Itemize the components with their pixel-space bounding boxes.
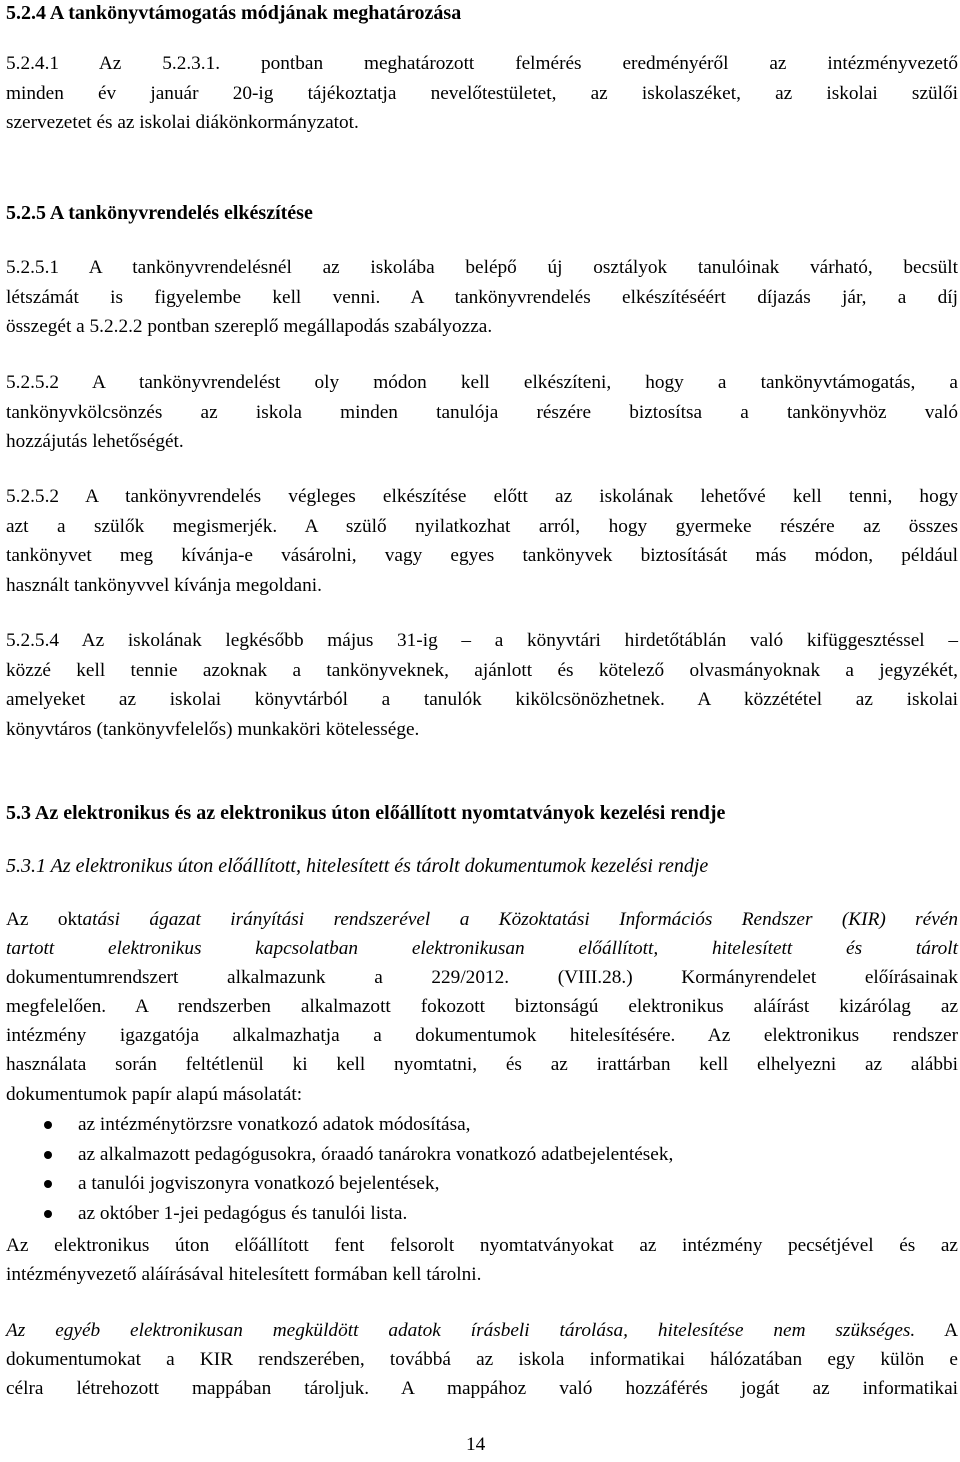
text-line: használata során feltétlenül ki kell nyomtatni, és az irattárban kell elhelyezni az alábbi bbox=[6, 1054, 958, 1076]
text-line: dokumentumokat a KIR rendszerében, továbbá az iskola informatikai hálózatában egy külön e bbox=[6, 1349, 958, 1371]
page-number: 14 bbox=[466, 1434, 486, 1455]
paragraph-5-2-5-4 bbox=[6, 626, 958, 744]
italic-text-run: tartott elektronikus kapcsolatban elektronikusan előállított, hitelesített és tárolt bbox=[6, 938, 958, 960]
text-line: létszámát is figyelembe kell venni. A tankönyvrendelés elkészítéséért díjazás jár, a díj bbox=[6, 286, 958, 308]
text-line bbox=[6, 934, 958, 963]
bullet-icon bbox=[44, 1121, 52, 1129]
text-line: könyvtáros (tankönyvfelelős) munkaköri kötelessége. bbox=[6, 718, 420, 740]
text-line: közzé kell tennie azoknak a tankönyveknek, ajánlott és kötelező olvasmányoknak a jegyzékét, bbox=[6, 659, 958, 681]
text-line: dokumentumrendszert alkalmazunk a 229/2012. (VIII.28.) Kormányrendelet előírásainak bbox=[6, 967, 958, 989]
text-line: Az elektronikus úton előállított fent felsorolt nyomtatványokat az intézmény pecsétjével és az bbox=[6, 1235, 958, 1256]
paragraph-5-2-5-1 bbox=[6, 253, 958, 342]
text-line: megfelelően. A rendszerben alkalmazott fokozott biztonságú elektronikus aláírást kizárólag az bbox=[6, 996, 958, 1018]
text-line: tankönyvkölcsönzés az iskola minden tanulója részére biztosítsa a tankönyvhöz való bbox=[6, 401, 958, 423]
bullet-icon bbox=[44, 1210, 52, 1218]
text-line: intézményvezető aláírásával hitelesített formában kell tárolni. bbox=[6, 1264, 482, 1286]
text-line: 5.2.5.1 A tankönyvrendelésnél az iskolába belépő új osztályok tanulóinak várható, becsült bbox=[6, 257, 958, 278]
text-line: minden év január 20-ig tájékoztatja nevelőtestületet, az iskolaszéket, az iskolai szülői bbox=[6, 82, 958, 104]
text-line: használt tankönyvvel kívánja megoldani. bbox=[6, 574, 322, 596]
section-heading-5-2-4: 5.2.4 A tankönyvtámogatás módjának meghatározása bbox=[6, 2, 462, 24]
italic-text-run: atási ágazat irányítási rendszerével a Közoktatási Információs Rendszer (KIR) révén bbox=[82, 909, 958, 930]
list-item-text: az alkalmazott pedagógusokra, óraadó tanárokra vonatkozó adatbejelentések, bbox=[78, 1143, 674, 1165]
text-line: szervezetet és az iskolai diákönkormányzatot. bbox=[6, 112, 359, 134]
section-heading-5-3: 5.3 Az elektronikus és az elektronikus úton előállított nyomtatványok kezelési rendje bbox=[6, 802, 726, 824]
list-item bbox=[6, 1140, 958, 1170]
paragraph-5-2-4-1 bbox=[6, 49, 958, 138]
text-run: A bbox=[915, 1320, 959, 1341]
italic-text-run: Az egyéb elektronikusan megküldött adatok írásbeli tárolása, hitelesítése nem szükséges. bbox=[6, 1320, 916, 1341]
text-line: 5.2.4.1 Az 5.2.3.1. pontban meghatározott felmérés eredményéről az intézményvezető bbox=[6, 53, 958, 74]
text-line: 5.2.5.2 A tankönyvrendelés végleges elkészítése előtt az iskolának lehetővé kell tenni, hogy bbox=[6, 486, 958, 507]
text-line: tankönyvet meg kívánja-e vásárolni, vagy egyes tankönyvek biztosítását más módon, például bbox=[6, 545, 958, 567]
text-line: 5.2.5.2 A tankönyvrendelést oly módon kell elkészíteni, hogy a tankönyvtámogatás, a bbox=[6, 372, 958, 393]
text-line bbox=[6, 1316, 958, 1345]
list-item-text: az intézménytörzsre vonatkozó adatok módosítása, bbox=[78, 1114, 471, 1135]
text-line: dokumentumok papír alapú másolatát: bbox=[6, 1083, 303, 1105]
text-line: összegét a 5.2.2.2 pontban szereplő megállapodás szabályozza. bbox=[6, 316, 493, 338]
text-line: intézmény igazgatója alkalmazhatja a dokumentumok hitelesítésére. Az elektronikus rendszer bbox=[6, 1025, 958, 1047]
paragraph-5-3-1-other bbox=[6, 1316, 958, 1403]
paragraph-5-3-1-intro bbox=[6, 905, 958, 1109]
section-heading-5-2-5: 5.2.5 A tankönyvrendelés elkészítése bbox=[6, 202, 313, 224]
text-line: 5.2.5.4 Az iskolának legkésőbb május 31-ig – a könyvtári hirdetőtáblán való kifüggesztéssel – bbox=[6, 630, 958, 651]
list-item bbox=[6, 1199, 958, 1229]
list-item-text: a tanulói jogviszonyra vonatkozó bejelentések, bbox=[78, 1173, 440, 1195]
paragraph-5-3-1-storage bbox=[6, 1231, 958, 1289]
text-line: célra létrehozott mappában tároljuk. A mappához való hozzáférés jogát az informatikai bbox=[6, 1378, 958, 1400]
text-line: azt a szülők megismerjék. A szülő nyilatkozhat arról, hogy gyermeke részére az összes bbox=[6, 515, 958, 537]
bullet-icon bbox=[44, 1180, 52, 1188]
list-item-text: az október 1-jei pedagógus és tanulói lista. bbox=[78, 1202, 408, 1224]
list-item bbox=[6, 1110, 958, 1140]
text-line: hozzájutás lehetőségét. bbox=[6, 431, 184, 453]
text-run: Az okt bbox=[6, 909, 83, 930]
paragraph-5-2-5-2b bbox=[6, 482, 958, 600]
list-item bbox=[6, 1169, 958, 1199]
bullet-list bbox=[6, 1110, 958, 1228]
paragraph-5-2-5-2 bbox=[6, 368, 958, 457]
bullet-icon bbox=[44, 1151, 52, 1159]
text-line bbox=[6, 905, 958, 934]
subsection-heading-5-3-1: 5.3.1 Az elektronikus úton előállított, hitelesített és tárolt dokumentumok kezelési rendje bbox=[6, 855, 709, 877]
text-line: amelyeket az iskolai könyvtárból a tanulók kikölcsönözhetnek. A közzététel az iskolai bbox=[6, 689, 958, 711]
